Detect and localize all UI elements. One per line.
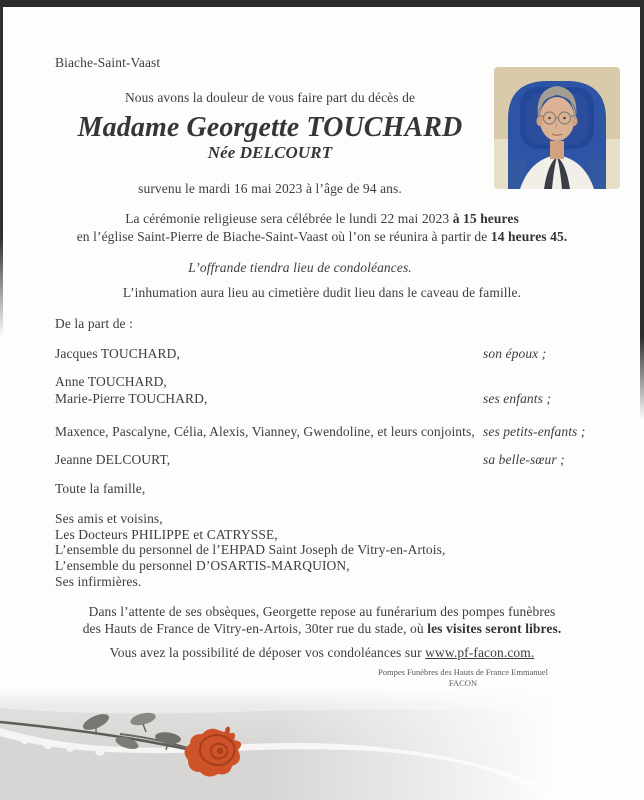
- portrait-photo: [494, 67, 620, 189]
- visits-free-bold: les visites seront libres.: [427, 620, 562, 636]
- ceremony-line1-text: La cérémonie religieuse sera célébrée le lundi 22 mai 2023: [125, 211, 453, 226]
- deceased-name-title: Madame Georgette TOUCHARD: [77, 112, 463, 143]
- acknowledgement-item: L’ensemble du personnel de l’EHPAD Saint Joseph de Vitry-en-Artois,: [55, 542, 446, 558]
- ceremony-gathering-time-bold: 14 heures 45.: [490, 228, 568, 244]
- family-relation-grandchildren: ses petits-enfants ;: [483, 424, 586, 439]
- from-heading: De la part de :: [55, 316, 133, 331]
- family-name-grandchildren: Maxence, Pascalyne, Célia, Alexis, Vianney, Gwendoline, et leurs conjoints,: [55, 424, 475, 439]
- announcement-intro: Nous avons la douleur de vous faire part du décès de: [124, 90, 416, 105]
- family-relation-spouse: son époux ;: [483, 346, 547, 361]
- acknowledgement-item: Les Docteurs PHILIPPE et CATRYSSE,: [55, 526, 278, 542]
- funeral-home-name: Pompes Funèbres des Hauts de France Emmanuel FACON: [378, 667, 548, 688]
- rose-on-beach-photo: [0, 688, 644, 800]
- resting-line2-text: des Hauts de France de Vitry-en-Artois, 30ter rue du stade, où: [82, 620, 428, 636]
- offering-note: L’offrande tiendra lieu de condoléances.: [188, 260, 412, 275]
- ceremony-time-bold: à 15 heures: [452, 211, 519, 226]
- acknowledgement-item: Ses amis et voisins,: [55, 511, 163, 526]
- resting-line-2: [0, 621, 644, 638]
- family-name-sister-in-law: Jeanne DELCOURT,: [55, 452, 171, 467]
- ceremony-line-1: [0, 210, 644, 228]
- resting-line-1: Dans l’attente de ses obsèques, Georgette repose au funérarium des pompes funèbres: [88, 604, 556, 619]
- family-name-child-1: Anne TOUCHARD,: [55, 374, 167, 389]
- acknowledgement-item: L’ensemble du personnel D’OSARTIS-MARQUION,: [55, 558, 350, 574]
- maiden-name: Née DELCOURT: [207, 143, 333, 162]
- family-name-spouse: Jacques TOUCHARD,: [55, 346, 180, 361]
- scan-edge-top: [0, 0, 644, 7]
- family-relation-children: ses enfants ;: [483, 391, 552, 406]
- ceremony-details: [0, 210, 644, 245]
- city-name: Biache-Saint-Vaast: [55, 55, 161, 70]
- rose-beach-illustration: [0, 688, 644, 800]
- acknowledgement-item: Ses infirmières.: [55, 573, 142, 589]
- family-name-whole-family: Toute la famille,: [55, 481, 146, 496]
- burial-note: L’inhumation aura lieu au cimetière dudit lieu dans le caveau de famille.: [122, 285, 522, 300]
- portrait-illustration: [494, 67, 620, 189]
- death-date-line: survenu le mardi 16 mai 2023 à l’âge de 94 ans.: [138, 181, 402, 196]
- ceremony-line2-text: en l’église Saint-Pierre de Biache-Saint-Vaast où l’on se réunira à partir de: [76, 228, 491, 244]
- condolences-text: Vous avez la possibilité de déposer vos condoléances sur: [109, 645, 426, 660]
- resting-place-details: [0, 604, 644, 637]
- face: [540, 97, 575, 141]
- family-name-child-2: Marie-Pierre TOUCHARD,: [55, 391, 208, 406]
- family-relation-sister-in-law: sa belle-sœur ;: [483, 452, 565, 467]
- ceremony-line-2: [0, 228, 644, 246]
- condolences-website-link[interactable]: www.pf-facon.com.: [425, 645, 535, 660]
- condolences-line: [0, 645, 644, 661]
- acknowledgements-list: [55, 511, 445, 590]
